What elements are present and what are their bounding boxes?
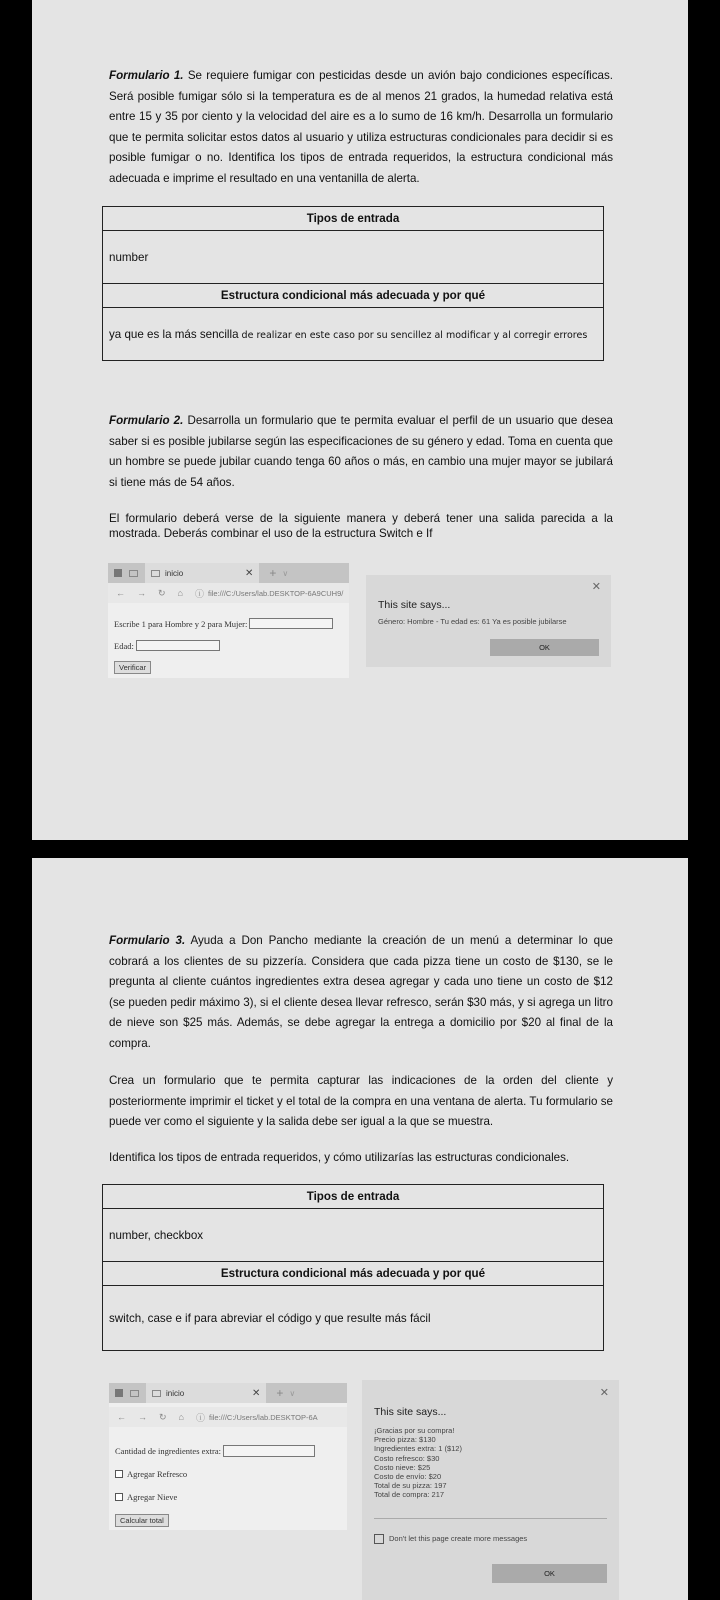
info-icon: ⓘ [194,588,204,599]
home-icon[interactable]: ⌂ [178,1412,184,1422]
gender-row [114,618,333,629]
alert-dialog-2 [362,1380,619,1600]
refresco-checkbox[interactable] [115,1470,123,1478]
form3-paragraph-2: Crea un formulario que te permita capturar las indicaciones de la orden del cliente y posteriormente imprimir el ticket y el total de la compra en una ventana de alerta. Tu formulario se puede ver como el siguiente y la salida debe ser igual a la que se muestra. [109,1074,613,1128]
form3-paragraph-3: Identifica los tipos de entrada requeridos, y cómo utilizarías las estructuras condicionales. [109,1151,570,1164]
qty-row [115,1445,315,1457]
back-icon[interactable]: ← [117,1412,126,1422]
close-icon[interactable]: ✕ [245,567,254,579]
table2-header-input-types: Tipos de entrada [103,1185,604,1209]
forward-icon[interactable]: → [137,588,146,598]
info-icon: ⓘ [195,1412,205,1423]
qty-label: Cantidad de ingredientes extra: [115,1446,221,1456]
window-icon [114,569,122,577]
table2-header-conditional: Estructura condicional más adecuada y por qué [103,1262,604,1286]
form2-paragraph-2: El formulario deberá verse de la siguiente manera y deberá tener una salida parecida a la mostrada. Deberás combinar el uso de la estructura Switch e If [109,512,613,540]
chevron-down-icon[interactable]: ∨ [282,568,289,578]
tab-preview-icon [130,1390,139,1397]
ticket-line: ¡Gracias por su compra! [374,1426,455,1435]
answer-table-2 [102,1184,604,1351]
browser-tab-bar [108,563,349,583]
window-icon [115,1389,123,1397]
ticket-line: Costo nieve: $25 [374,1462,431,1472]
forward-icon[interactable]: → [138,1412,147,1422]
refresco-label: Agregar Refresco [127,1469,188,1479]
form2-heading: Formulario 2. [109,414,184,427]
form2-paragraph [109,411,613,493]
ticket-line: Costo de envío: $20 [374,1472,442,1482]
document-page-2 [32,858,688,1600]
ticket-line: Total de su pizza: 197 [374,1481,447,1491]
table1-header-input-types: Tipos de entrada [103,207,604,231]
ticket-line: Precio pizza: $130 [374,1435,436,1445]
tab-title: inicio [166,1388,185,1398]
calculate-button[interactable]: Calcular total [115,1514,169,1527]
ticket-line: Costo refresco: $30 [374,1453,440,1463]
close-icon[interactable]: ✕ [252,1387,261,1399]
address-bar[interactable] [109,1407,347,1427]
table1-answer-small: de realizar en este caso por su sencillez al modificar y al corregir errores [238,329,588,341]
url-text: file:///C:/Users/lab.DESKTOP-6A [209,1412,318,1422]
dialog-message: Género: Hombre - Tu edad es: 61 Ya es posible jubilarse [378,617,567,626]
refresh-icon[interactable]: ↻ [159,1411,167,1422]
new-tab-icon[interactable]: + [276,1386,284,1400]
tab-preview-icon [129,570,138,577]
address-bar[interactable] [108,583,349,603]
form1-paragraph [109,66,613,189]
dialog-title: This site says... [374,1406,447,1418]
table1-answer-main: ya que es la más sencilla [109,327,239,341]
table2-answer-input-types: number, checkbox [103,1209,604,1262]
new-tab-icon[interactable]: + [269,566,277,580]
suppress-checkbox[interactable] [374,1534,384,1544]
page-icon [152,1390,161,1397]
browser-tab[interactable] [145,563,259,583]
document-page-1 [32,0,688,840]
verify-button[interactable]: Verificar [114,661,151,674]
gender-input[interactable] [249,618,333,629]
suppress-label: Don't let this page create more messages [389,1534,528,1543]
ok-button[interactable]: OK [490,639,599,656]
answer-table-1 [102,206,604,361]
page-icon [151,570,160,577]
browser-tab-bar [109,1383,347,1403]
form1-heading: Formulario 1. [109,69,184,82]
dialog-title: This site says... [378,599,451,611]
form2-text: Desarrolla un formulario que te permita evaluar el perfil de un usuario que desea saber si es posible jubilarse según las especificaciones de su género y edad. Toma en cuenta que un hombre se puede jubilar cuando tenga 60 años o más, en cambio una mujer mayor se jubilará si tiene más de 54 años. [109,414,613,489]
ok-button[interactable]: OK [492,1564,607,1583]
nieve-row [115,1492,177,1502]
gender-label: Escribe 1 para Hombre y 2 para Mujer: [114,618,248,629]
divider [374,1518,607,1519]
table1-answer-conditional [103,308,604,361]
alert-dialog [366,575,611,667]
nieve-label: Agregar Nieve [127,1492,178,1502]
qty-input[interactable] [223,1445,315,1457]
age-row [114,640,220,651]
browser-tab[interactable] [146,1383,266,1403]
browser-window-screenshot [108,563,349,678]
back-icon[interactable]: ← [116,588,125,598]
refresco-row [115,1469,187,1479]
refresh-icon[interactable]: ↻ [158,587,166,598]
tab-title: inicio [165,568,184,578]
close-icon[interactable]: ✕ [591,581,601,593]
home-icon[interactable]: ⌂ [177,588,183,598]
suppress-row [374,1534,527,1544]
form3-text: Ayuda a Don Pancho mediante la creación de un menú a determinar lo que cobrará a los clientes de su pizzería. Considera que cada pizza tiene un costo de $130, se le pregunta al cliente cuántos ingredientes extra desea agregar y cada uno tiene un costo de $12 (se pueden pedir máximo 3), si el cliente desea llevar refresco, serán $30 más, y si agrega un litro de nieve son $25 más. Además, se debe agregar la entrega a domicilio por $20 al final de la compra. [109,934,613,1050]
table1-answer-input-types: number [103,231,604,284]
form3-paragraph [109,931,613,1054]
form1-text: Se requiere fumigar con pesticidas desde un avión bajo condiciones específicas. Será posible fumigar sólo si la temperatura es de al menos 21 grados, la humedad relativa está entre 15 y 35 por ciento y la velocidad del aire es a lo sumo de 16 km/h. Desarrolla un formulario que te permita solicitar estos datos al usuario y utiliza estructuras condicionales para decidir si es posible fumigar o no. Identifica los tipos de entrada requeridos, la estructura condicional más adecuada e imprime el resultado en una ventanilla de alerta. [109,69,614,185]
form3-heading: Formulario 3. [109,934,186,947]
url-text: file:///C:/Users/lab.DESKTOP-6A9CUH9/ [208,588,344,598]
age-label: Edad: [114,640,134,651]
ticket-line: Total de compra: 217 [374,1490,445,1500]
close-icon[interactable]: ✕ [599,1387,609,1399]
age-input[interactable] [136,640,220,651]
table2-answer-conditional: switch, case e if para abreviar el código y que resulte más fácil [103,1286,604,1351]
nieve-checkbox[interactable] [115,1493,123,1501]
table1-header-conditional: Estructura condicional más adecuada y por qué [103,284,604,308]
browser-window-screenshot-2 [109,1383,347,1530]
dialog-ticket [374,1426,462,1500]
ticket-line: Ingredientes extra: 1 ($12) [374,1444,462,1454]
chevron-down-icon[interactable]: ∨ [289,1388,296,1398]
